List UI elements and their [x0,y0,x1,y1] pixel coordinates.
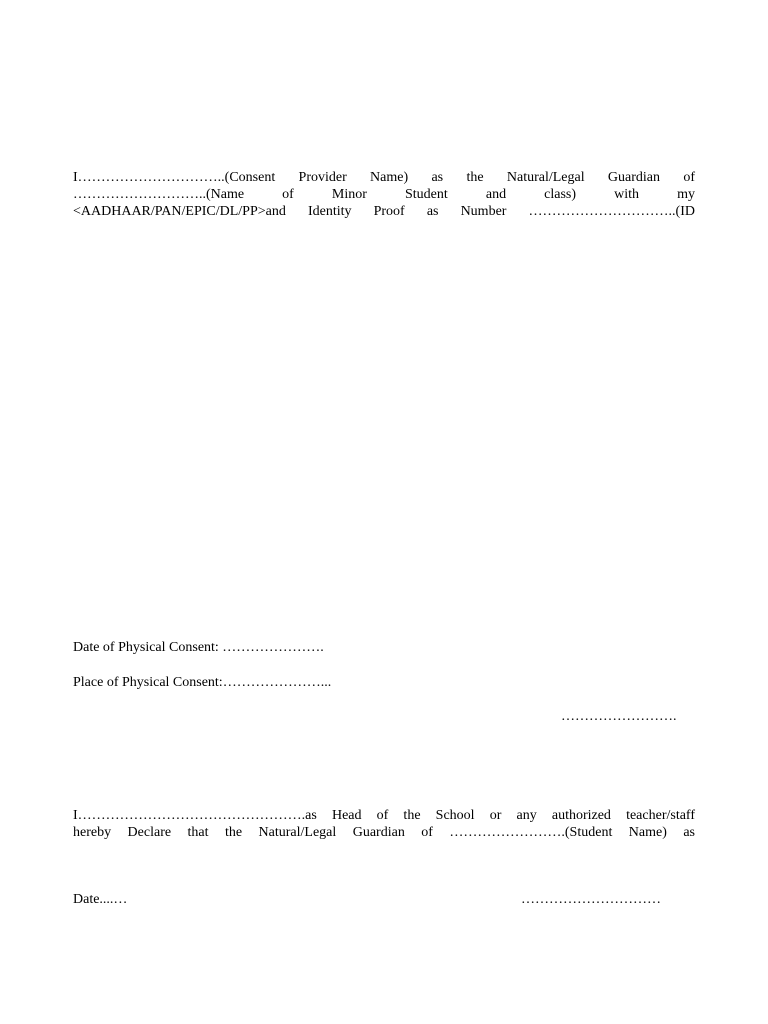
guardian-signature-blank: ……………………. [561,709,677,724]
consent-line-2: ………………………..(Name of Minor Student and class) with my [73,187,695,202]
head-signature-blank: ………………………… [521,892,661,907]
physical-consent-date: Date of Physical Consent: …………………. [73,640,324,655]
declaration-date: Date....… [73,892,128,907]
consent-line-1: I…………………………..(Consent Provider Name) as the Natural/Legal Guardian of [73,170,695,185]
physical-consent-place: Place of Physical Consent:…………………... [73,675,332,690]
declaration-line-2: hereby Declare that the Natural/Legal Guardian of …………………….(Student Name) as [73,825,695,840]
declaration-line-1: I………………………………………….as Head of the School or any authorized teacher/staff [73,808,695,823]
consent-line-3: <AADHAAR/PAN/EPIC/DL/PP>and Identity Proof as Number …………………………..(ID [73,204,695,219]
